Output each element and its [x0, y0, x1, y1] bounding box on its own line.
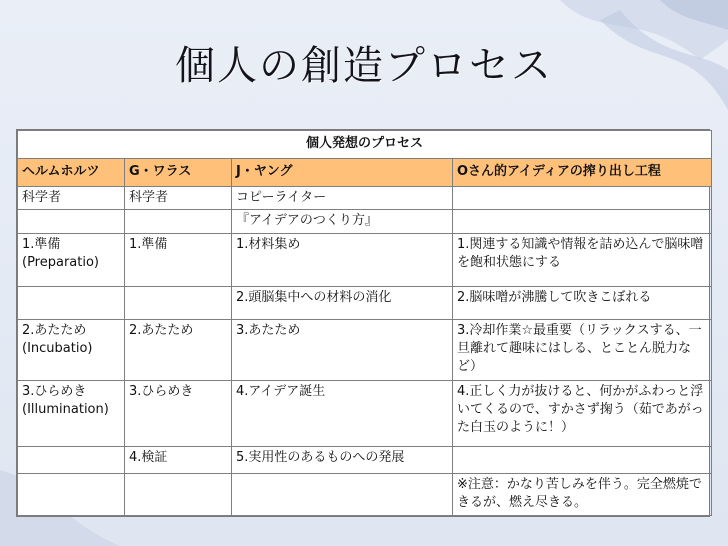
table-row — [18, 210, 712, 234]
table-row — [18, 381, 712, 447]
table-cell: 5.実用性のあるものへの発展 — [232, 446, 453, 473]
table-row — [18, 186, 712, 210]
table-cell — [125, 210, 232, 234]
table-row — [18, 320, 712, 381]
table-cell — [453, 186, 712, 210]
column-header-young: J・ヤング — [232, 158, 453, 186]
table-title-row — [18, 131, 712, 159]
table-cell: 1.準備 — [125, 233, 232, 287]
table-row — [18, 473, 712, 515]
table-cell: 3.ひらめき (Illumination) — [18, 381, 125, 447]
table-cell: 1.関連する知識や情報を詰め込んで脳味噌を飽和状態にする — [453, 233, 712, 287]
column-header-row — [18, 158, 712, 186]
table-cell — [18, 287, 125, 320]
table-cell: 4.検証 — [125, 446, 232, 473]
table-cell: 3.冷却作業☆最重要（リラックスする、一旦離れて趣味にはしる、とことん脱力など） — [453, 320, 712, 381]
table-cell: 4.正しく力が抜けると、何かがふわっと浮いてくるので、すかさず掬う（茹であがった白玉のように！） — [453, 381, 712, 447]
table-row — [18, 446, 712, 473]
table-cell — [125, 287, 232, 320]
process-table — [16, 129, 710, 517]
table-cell: 1.準備 (Preparatio) — [18, 233, 125, 287]
table-cell: ※注意：かなり苦しみを伴う。完全燃焼できるが、燃え尽きる。 — [453, 473, 712, 515]
table-cell — [18, 473, 125, 515]
table-cell: 科学者 — [18, 186, 125, 210]
slide-title: 個人の創造プロセス — [175, 43, 553, 89]
column-header-o-san: Oさん的アイディアの搾り出し工程 — [453, 158, 712, 186]
table-cell: 4.アイデア誕生 — [232, 381, 453, 447]
table-cell — [18, 210, 125, 234]
table-row — [18, 233, 712, 287]
table-cell — [18, 446, 125, 473]
table-cell: 『アイデアのつくり方』 — [232, 210, 453, 234]
table-title: 個人発想のプロセス — [18, 131, 712, 159]
table-cell: 3.あたため — [232, 320, 453, 381]
table-cell: 3.ひらめき — [125, 381, 232, 447]
table-cell: 2.頭脳集中への材料の消化 — [232, 287, 453, 320]
table-cell — [232, 473, 453, 515]
column-header-helmholtz: ヘルムホルツ — [18, 158, 125, 186]
table-cell: 1.材料集め — [232, 233, 453, 287]
table-cell: 2.あたため — [125, 320, 232, 381]
table-cell — [453, 210, 712, 234]
table-cell: 2.あたため (Incubatio) — [18, 320, 125, 381]
table-cell: 2.脳味噌が沸騰して吹きこぼれる — [453, 287, 712, 320]
table-cell — [125, 473, 232, 515]
table-row — [18, 287, 712, 320]
table-cell: コピーライター — [232, 186, 453, 210]
column-header-wallas: G・ワラス — [125, 158, 232, 186]
table-cell: 科学者 — [125, 186, 232, 210]
table-cell — [453, 446, 712, 473]
